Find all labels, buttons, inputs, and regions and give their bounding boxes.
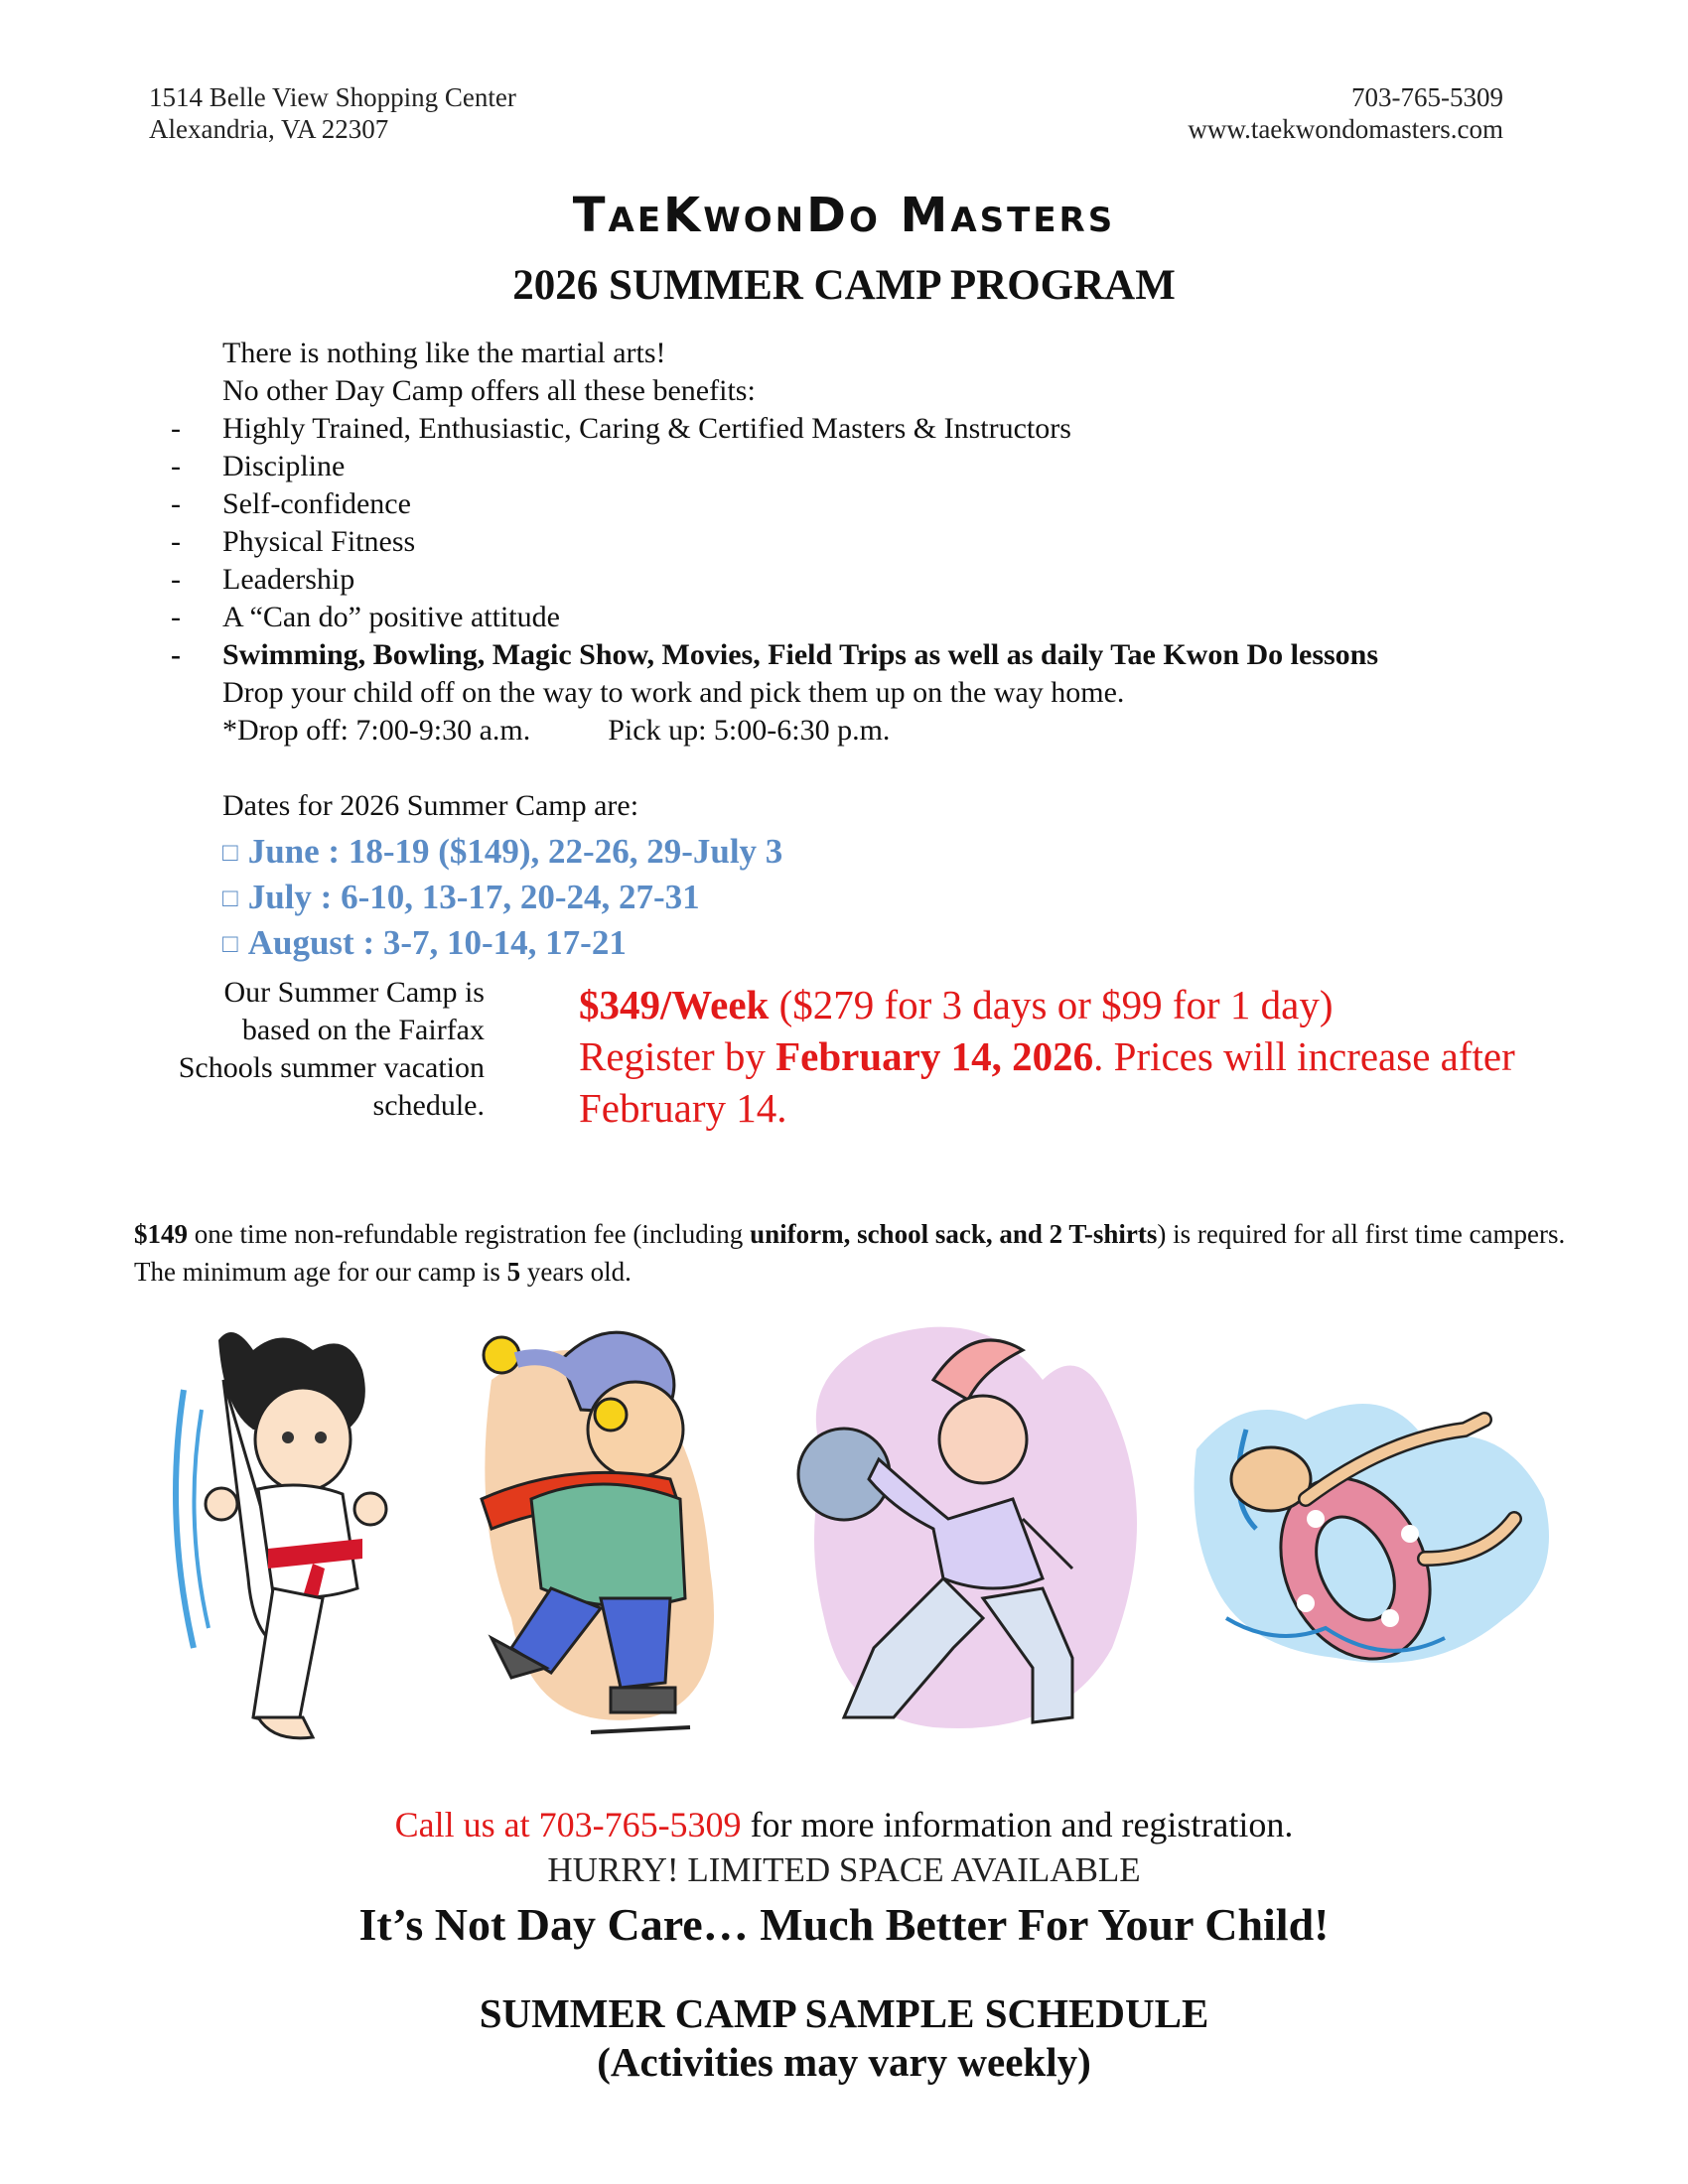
taekwondo-kick-clipart [164,1320,422,1747]
intro-line-2: No other Day Camp offers all these benefits: [222,374,756,407]
schedule-title: SUMMER CAMP SAMPLE SCHEDULE [479,1990,1209,2036]
checkbox-icon: □ [222,929,238,958]
slogan: It’s Not Day Care… Much Better For Your Child! [358,1899,1330,1950]
address-line-2: Alexandria, VA 22307 [149,114,389,144]
date-item-june: □ June : 18-19 ($149), 22-26, 29-July 3 [222,832,783,871]
weekly-price: $349/Week [579,982,770,1027]
benefit-item: - Physical Fitness [222,523,1563,561]
schedule-note: (Activities may vary weekly) [597,2039,1091,2085]
intro-section [222,335,1563,966]
registration-fee-note: $149 one time non-refundable registration fee (including uniform, school sack, and 2 T-shirts) is required for all first time campers. The minimum age for our camp is 5 years old. [134,1219,1566,1287]
benefit-item: - Discipline [222,448,1563,485]
ice-skater-clipart [452,1320,730,1747]
dates-heading: Dates for 2026 Summer Camp are: [222,789,639,822]
benefit-item: - Self-confidence [222,485,1563,523]
date-item-july: □ July : 6-10, 13-17, 20-24, 27-31 [222,878,700,916]
dropoff-note: Drop your child off on the way to work and pick them up on the way home. [222,676,1125,709]
pickup-time: Pick up: 5:00-6:30 p.m. [608,714,891,747]
pricing-block: $349/Week ($279 for 3 days or $99 for 1 day) Register by February 14, 2026. Prices will increase after February 14. [579,982,1515,1131]
fairfax-schedule-note: Our Summer Camp is based on the Fairfax Schools summer vacation schedule. [178,976,485,1122]
website-link[interactable]: www.taekwondomasters.com [1188,114,1503,144]
school-address [149,81,516,145]
checkbox-icon: □ [222,838,238,867]
call-to-action: Call us at 703-765-5309 for more information and registration. [394,1805,1294,1844]
benefit-item: - Highly Trained, Enthusiastic, Caring & Certified Masters & Instructors [222,410,1563,448]
hours-line [222,712,1563,750]
dropoff-time: *Drop off: 7:00-9:30 a.m. [222,714,531,747]
intro-line-1: There is nothing like the martial arts! [222,337,666,369]
benefits-list [222,410,1563,674]
phone-number: 703-765-5309 [1351,82,1503,112]
call-phone[interactable]: Call us at 703-765-5309 [394,1805,742,1844]
benefit-item-activities: - Swimming, Bowling, Magic Show, Movies, Field Trips as well as daily Tae Kwon Do lessons [222,636,1563,674]
limited-space-notice: HURRY! LIMITED SPACE AVAILABLE [547,1850,1141,1889]
page-subtitle: 2026 SUMMER CAMP PROGRAM [512,262,1176,309]
school-contact [1188,81,1503,145]
swimmer-with-float-clipart [1187,1360,1564,1698]
benefit-item: - Leadership [222,561,1563,599]
address-line-1: 1514 Belle View Shopping Center [149,82,516,112]
page-title: TaeKwonDo Masters [572,188,1116,243]
benefit-item: - A “Can do” positive attitude [222,599,1563,636]
camp-dates-list [222,829,1563,966]
checkbox-icon: □ [222,884,238,912]
registration-deadline: February 14, 2026 [775,1033,1094,1079]
other-prices: ($279 for 3 days or $99 for 1 day) [769,982,1334,1027]
bowler-clipart [784,1320,1172,1747]
date-item-august: □ August : 3-7, 10-14, 17-21 [222,923,627,962]
